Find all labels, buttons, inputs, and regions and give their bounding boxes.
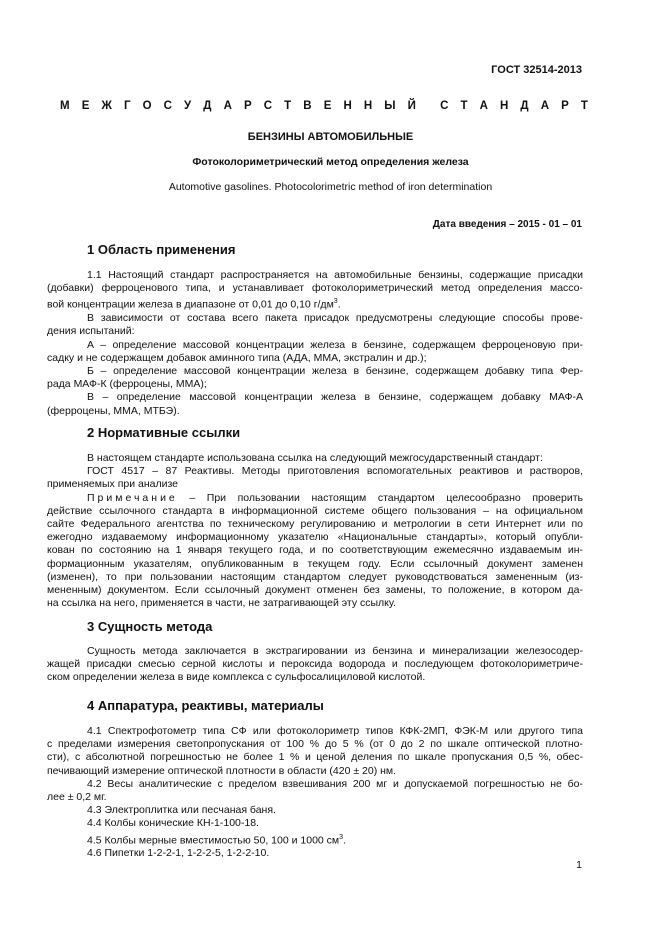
text-line: ГОСТ 4517 – 87 Реактивы. Методы приготовления вспомогательных реактивов и растворов, bbox=[87, 465, 583, 478]
text-line: 4.6 Пипетки 1-2-2-1, 1-2-2-5, 1-2-2-10. bbox=[87, 847, 270, 860]
text-line bbox=[47, 295, 583, 312]
banner-letter: А bbox=[540, 100, 550, 112]
section-3-heading: 3 Сущность метода bbox=[87, 619, 213, 634]
text-fragment: – При пользовании настоящим стандартом целесообразно проверить bbox=[189, 491, 583, 504]
text-line: В – определение массовой концентрации железа в бензине, содержащем добавку МАФ-А bbox=[87, 391, 583, 404]
text-line: 4.3 Электроплитка или песчаная баня. bbox=[87, 804, 276, 817]
banner-letter: Н bbox=[363, 100, 373, 112]
banner-letter: М bbox=[60, 100, 70, 112]
text-line: применяемых при анализе bbox=[47, 478, 179, 491]
text-line: 1.1 Настоящий стандарт распространяется на автомобильные бензины, содержащие присадки bbox=[87, 269, 583, 281]
text-line: рада МАФ-К (ферроцены, ММА); bbox=[47, 378, 207, 391]
banner-letter: Д bbox=[520, 100, 529, 112]
text-line: сайте Федерального агентства по техническому регулированию и метрологии в сети Интернет или по bbox=[47, 518, 583, 531]
text-fragment: 4.5 Колбы мерные вместимостью 50, 100 и 1000 см bbox=[87, 834, 340, 847]
document-title: БЕНЗИНЫ АВТОМОБИЛЬНЫЕ bbox=[247, 131, 414, 143]
text-line: печивающий измерение оптической плотности в области (420 ± 20) нм. bbox=[47, 764, 397, 777]
text-line: садку и не содержащем добавок аминного типа (АДА, ММА, экстралин и др.); bbox=[47, 351, 427, 364]
document-subtitle: Фотоколориметрический метод определения железа bbox=[192, 156, 469, 168]
text-line: В настоящем стандарте использована ссылка на следующий межгосударственный стандарт: bbox=[87, 452, 543, 464]
banner-letter: С bbox=[163, 100, 172, 112]
banner-letter: Й bbox=[407, 100, 416, 112]
text-line: дения испытаний: bbox=[47, 325, 135, 338]
text-fragment: вой концентрации железа в диапазоне от 0,01 до 0,10 г/дм bbox=[47, 298, 334, 311]
banner-letter: Р bbox=[561, 100, 569, 112]
english-title: Automotive gasolines. Photocolorimetric method of iron determination bbox=[168, 181, 493, 193]
banner-letter: Е bbox=[81, 100, 90, 112]
banner-letter: А bbox=[223, 100, 232, 112]
text-line: А – определение массовой концентрации железа в бензине, содержащем ферроценовую при- bbox=[87, 338, 583, 351]
interstate-standard-banner bbox=[60, 100, 588, 112]
text-fragment: . bbox=[337, 298, 341, 311]
banner-letter: С bbox=[263, 100, 273, 112]
text-line: Б – определение массовой концентрации железа в бензине, содержащем добавку типа Фер- bbox=[87, 364, 583, 377]
section-1-heading: 1 Область применения bbox=[87, 242, 236, 257]
superscript: 3 bbox=[339, 833, 344, 841]
text-line: сти), с абсолютной погрешностью не более 1 % и ценой деления по шкале пропускания 0,5 %, обес- bbox=[47, 751, 583, 764]
section-2-body bbox=[47, 452, 583, 610]
text-line: с пределами измерения светопропускания от 100 % до 5 % (от 0 до 2 по шкале оптической плотно- bbox=[47, 738, 583, 751]
section-4-heading: 4 Аппаратура, реактивы, материалы bbox=[87, 698, 324, 713]
text-line: (ферроцены, ММА, МТБЭ). bbox=[47, 404, 180, 417]
section-1-body bbox=[47, 269, 583, 418]
text-line: лее ± 0,2 мг. bbox=[47, 791, 107, 804]
banner-letter: У bbox=[184, 100, 192, 112]
banner-letter: Т bbox=[460, 100, 468, 112]
section-4-body bbox=[47, 725, 583, 861]
text-line: формационным указателям, опубликованным в текущем году. Если ссылочный документ заменен bbox=[47, 557, 583, 570]
text-line: 4.4 Колбы конические КН-1-100-18. bbox=[87, 817, 259, 830]
effective-date: Дата введения – 2015 - 01 – 01 bbox=[432, 219, 582, 230]
page-number: 1 bbox=[576, 859, 582, 871]
banner-letter: А bbox=[479, 100, 488, 112]
section-3-body bbox=[47, 645, 583, 685]
text-fragment: . bbox=[343, 834, 346, 847]
superscript: 3 bbox=[333, 298, 338, 306]
text-line: В зависимости от состава всего пакета присадок предусмотрены следующие способы прове- bbox=[87, 312, 583, 325]
banner-letter: Е bbox=[323, 100, 332, 112]
note-label: Примечание bbox=[87, 491, 178, 504]
banner-letter: Н bbox=[343, 100, 352, 112]
text-line: 4.1 Спектрофотометр типа СФ или фотоколориметр типов КФК-2МП, ФЭК-М или другого типа bbox=[87, 725, 583, 737]
text-line: ском определении железа в виде комплекса с сульфосалициловой кислотой. bbox=[47, 671, 426, 684]
banner-letter: Р bbox=[243, 100, 252, 112]
text-line: действие ссылочного стандарта в информационной системе общего пользования – на официальном bbox=[47, 504, 583, 517]
banner-letter: Д bbox=[203, 100, 212, 112]
document-code: ГОСТ 32514-2013 bbox=[491, 64, 582, 76]
banner-letter: С bbox=[440, 100, 449, 112]
text-line: жащей присадки смесью серной кислоты и пероксида водорода и последующем фотоколориметриче- bbox=[47, 658, 583, 671]
text-line: мененным) документом. Если ссылочный документ отменен без замены, то положение, в котором да- bbox=[47, 584, 583, 597]
text-line bbox=[47, 492, 583, 505]
banner-letter: Н bbox=[500, 100, 509, 112]
text-line: ежегодно издаваемому информационному указателю «Национальные стандарты», который опубли- bbox=[47, 531, 583, 544]
text-line: кован по состоянию на 1 января текущего года, и по соответствующим ежемесячно издаваемым ин- bbox=[47, 544, 583, 557]
text-line: на ссылка на него, применяется в части, не затрагивающей эту ссылку. bbox=[47, 597, 397, 610]
banner-letter: Т bbox=[580, 100, 588, 112]
banner-letter: Ж bbox=[101, 100, 112, 112]
banner-letter: Ы bbox=[384, 100, 396, 112]
text-line: (изменен), то при пользовании настоящим стандартом следует руководствоваться замененным (из- bbox=[47, 570, 583, 583]
banner-letter: В bbox=[303, 100, 312, 112]
banner-letter: Т bbox=[284, 100, 292, 112]
banner-letter: О bbox=[142, 100, 152, 112]
text-line: 4.2 Весы аналитические с пределом взвешивания 200 мг и допускаемой погрешностью не бо- bbox=[87, 777, 583, 790]
text-line: Сущность метода заключается в экстрагировании из бензина и минерализации железосодер- bbox=[87, 645, 583, 657]
text-line bbox=[47, 831, 583, 848]
section-2-heading: 2 Нормативные ссылки bbox=[87, 425, 241, 440]
banner-letter: Г bbox=[123, 100, 131, 112]
text-line: (добавки) ферроценового типа, и устанавливает фотоколориметрический метод определения массо- bbox=[47, 282, 583, 295]
